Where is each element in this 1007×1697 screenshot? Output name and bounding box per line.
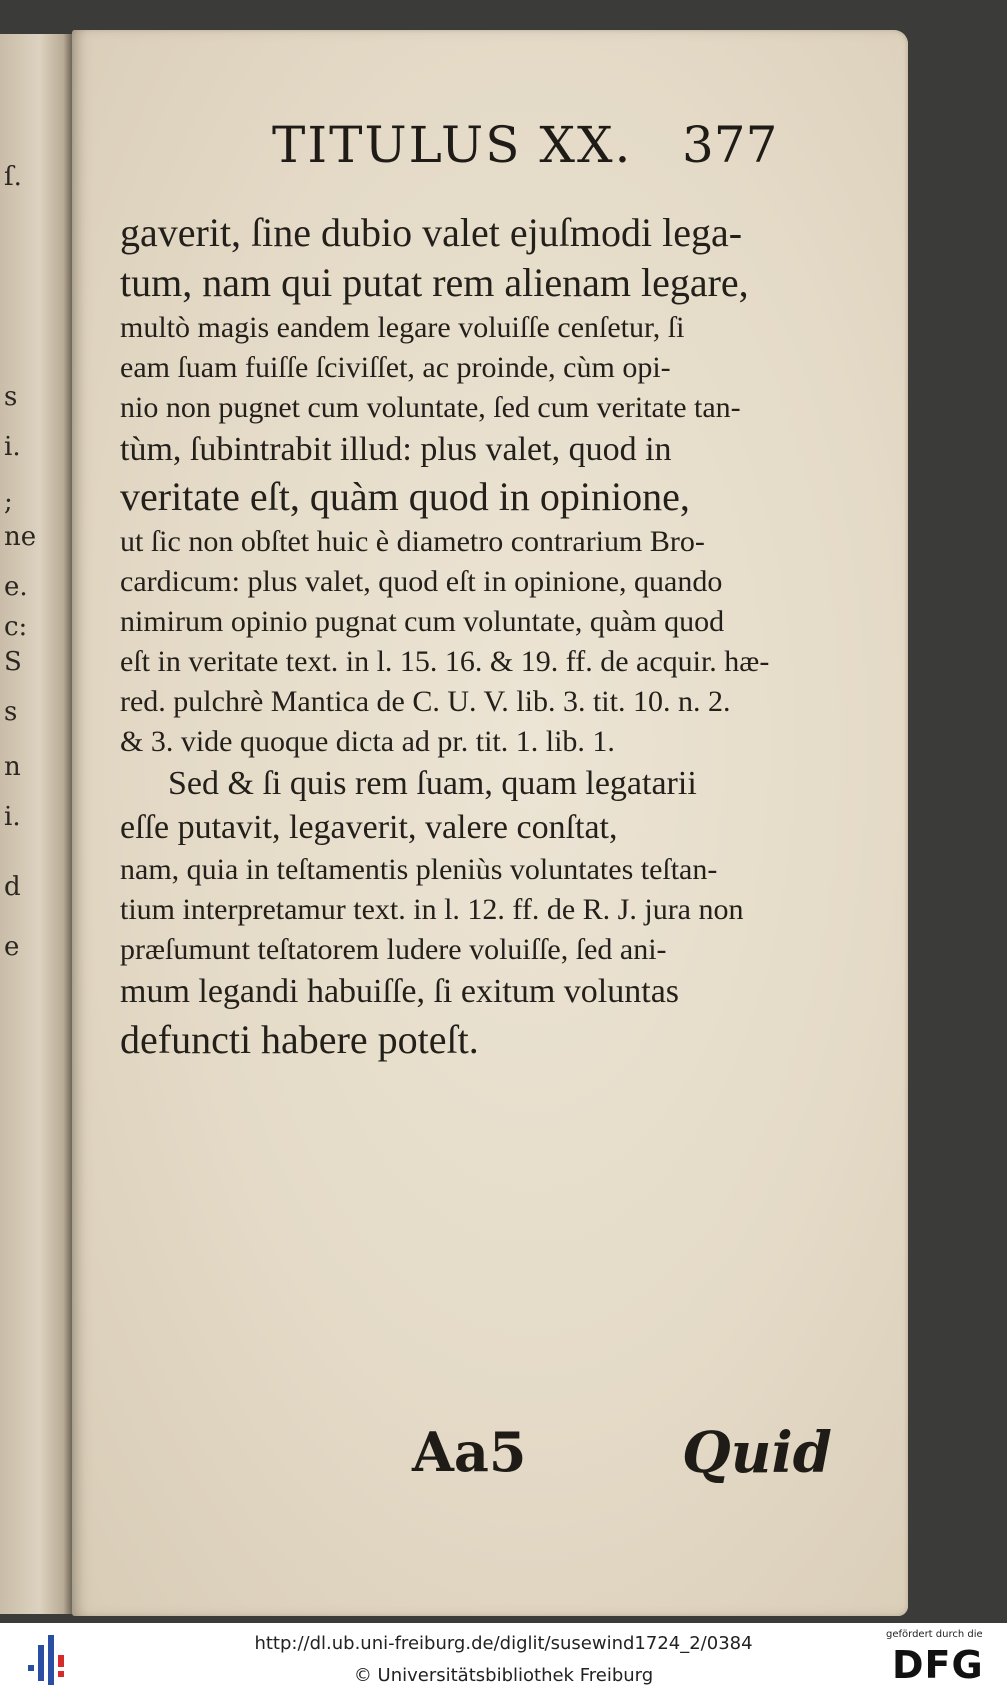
text-line: defuncti habere poteſt.: [120, 1017, 479, 1062]
text-line: nam, quia in teſtamentis pleniùs voluntates teſtan-: [120, 853, 718, 886]
facing-page-fragment: ne: [4, 522, 37, 552]
text-line: ut ſic non obſtet huic è diametro contrarium Bro-: [120, 525, 705, 558]
facing-page-fragment: n: [4, 752, 21, 782]
body-text: [120, 208, 880, 1066]
facing-page-fragment: s: [4, 382, 18, 412]
facing-page-fragment: i.: [4, 432, 21, 462]
text-line: tùm, ſubintrabit illud: plus valet, quod in: [120, 431, 672, 468]
facing-page-fragment: ;: [4, 487, 13, 517]
page-foot: [72, 1420, 908, 1500]
facing-page-fragment: s: [4, 697, 18, 727]
facing-page-fragment: S: [4, 647, 22, 677]
viewer-footer: [0, 1623, 1007, 1697]
catchword: Quid: [682, 1420, 832, 1486]
text-line: red. pulchrè Mantica de C. U. V. lib. 3. tit. 10. n. 2.: [120, 685, 731, 718]
text-line: mum legandi habuiſſe, ſi exitum voluntas: [120, 973, 680, 1010]
text-line: gaverit, ſine dubio valet ejuſmodi lega-: [120, 210, 743, 255]
facing-page-fragment: e.: [4, 572, 28, 602]
text-line: cardicum: plus valet, quod eſt in opinione, quando: [120, 565, 723, 598]
facing-page-edge: [0, 34, 72, 1614]
book-page: [72, 30, 908, 1616]
facing-page-fragment: c:: [4, 612, 28, 642]
facing-page-fragment: ſ.: [4, 162, 22, 192]
facing-page-fragment: d: [4, 872, 21, 902]
text-line: Sed & ſi quis rem ſuam, quam legatarii: [168, 765, 697, 802]
text-line: multò magis eandem legare voluiſſe cenſetur, ſi: [120, 311, 685, 344]
text-line: præſumunt teſtatorem ludere voluiſſe, ſed ani-: [120, 933, 667, 966]
facing-page-fragment: e: [4, 932, 20, 962]
permalink[interactable]: http://dl.ub.uni-freiburg.de/diglit/susewind1724_2/0384: [254, 1633, 753, 1654]
text-line: veritate eſt, quàm quod in opinione,: [120, 474, 690, 519]
dfg-logo[interactable]: DFG: [892, 1643, 984, 1687]
funder-note: gefördert durch die: [886, 1629, 983, 1640]
text-line: eſt in veritate text. in l. 15. 16. & 19. ff. de acquir. hæ-: [120, 645, 770, 678]
page-number: 377: [682, 116, 778, 174]
signature-mark: Aa5: [412, 1420, 527, 1484]
text-line: tum, nam qui putat rem alienam legare,: [120, 260, 749, 305]
text-line: tium interpretamur text. in l. 12. ff. de R. J. jura non: [120, 893, 744, 926]
text-line: nio non pugnet cum voluntate, ſed cum veritate tan-: [120, 391, 741, 424]
page-header: [72, 116, 908, 196]
copyright-notice: © Universitätsbibliothek Freiburg: [353, 1665, 654, 1686]
running-title: TITULUS XX.: [272, 116, 633, 174]
text-line: eſſe putavit, legaverit, valere conſtat,: [120, 809, 618, 846]
text-line: & 3. vide quoque dicta ad pr. tit. 1. lib. 1.: [120, 725, 615, 758]
text-line: eam ſuam fuiſſe ſciviſſet, ac proinde, cùm opi-: [120, 351, 671, 384]
text-line: nimirum opinio pugnat cum voluntate, quàm quod: [120, 605, 725, 638]
facing-page-fragment: i.: [4, 802, 21, 832]
